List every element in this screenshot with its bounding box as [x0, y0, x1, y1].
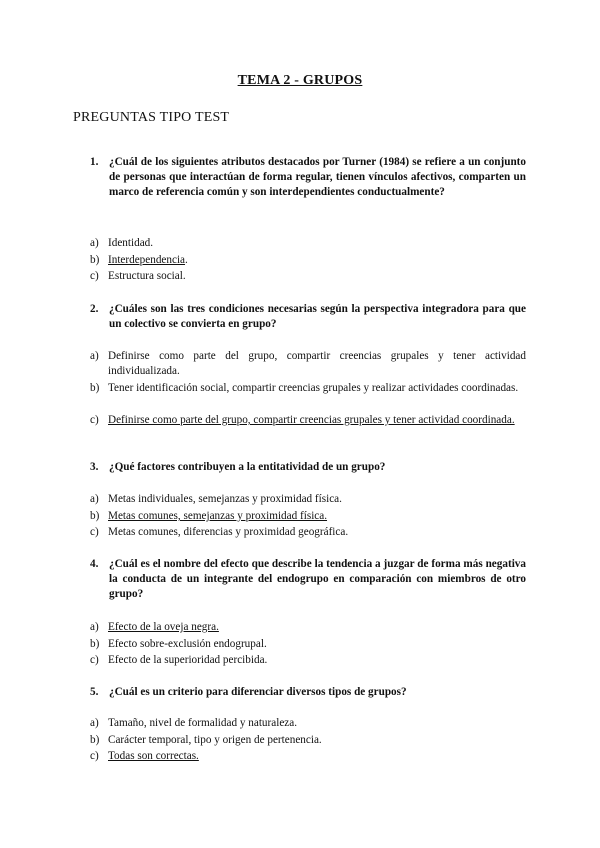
option-suffix: . — [185, 254, 188, 266]
question-4 — [90, 557, 526, 603]
option-text: Metas comunes, diferencias y proximidad geográfica. — [108, 526, 349, 538]
question-text: ¿Qué factores contribuyen a la entitatividad de un grupo? — [109, 461, 386, 473]
correct-answer: Todas son correctas. — [108, 750, 199, 762]
option-1b — [90, 253, 526, 268]
option-letter: b) — [90, 638, 100, 650]
question-text: ¿Cuál de los siguientes atributos destacados por Turner (1984) se refiere a un conjunto de personas que interactúan de forma regular, tienen vínculos afectivos, comparten un marco de referencia común y son interdependientes conductualmente? — [109, 156, 526, 199]
option-letter: b) — [90, 382, 100, 394]
option-4b — [90, 637, 526, 652]
section-heading: PREGUNTAS TIPO TEST — [73, 110, 230, 125]
option-3c — [90, 525, 526, 540]
page-title: TEMA 2 - GRUPOS — [237, 73, 363, 88]
correct-answer: Efecto de la oveja negra. — [108, 621, 219, 633]
question-number: 3. — [90, 461, 99, 473]
question-3 — [90, 460, 526, 475]
option-text-correct — [108, 509, 526, 524]
option-letter: b) — [90, 734, 100, 746]
option-letter: c) — [90, 750, 99, 762]
question-2 — [90, 302, 526, 332]
option-3b — [90, 509, 526, 524]
option-text: Tamaño, nivel de formalidad y naturaleza. — [108, 717, 298, 729]
option-text-correct — [108, 749, 526, 764]
option-1a — [90, 236, 526, 251]
option-letter: c) — [90, 414, 99, 426]
option-4a — [90, 620, 526, 635]
option-text: Definirse como parte del grupo, compartir creencias grupales y tener actividad individualizada. — [108, 350, 526, 378]
option-text: Metas individuales, semejanzas y proximidad física. — [108, 493, 342, 505]
option-5b — [90, 733, 526, 748]
option-letter: b) — [90, 254, 100, 266]
correct-answer: Definirse como parte del grupo, compartir creencias grupales y tener actividad coordinada. — [108, 414, 515, 426]
option-letter: a) — [90, 493, 99, 505]
correct-answer: Metas comunes, semejanzas y proximidad física. — [108, 510, 328, 522]
option-text: Tener identificación social, compartir creencias grupales y realizar actividades coordinadas. — [108, 382, 519, 394]
option-1c — [90, 269, 526, 284]
question-5 — [90, 685, 526, 700]
option-text: Estructura social. — [108, 270, 186, 282]
question-1 — [90, 155, 526, 201]
option-5a — [90, 716, 526, 731]
question-number: 4. — [90, 558, 99, 570]
option-letter: c) — [90, 526, 99, 538]
option-letter: c) — [90, 270, 99, 282]
question-text: ¿Cuáles son las tres condiciones necesarias según la perspectiva integradora para que un colectivo se convierta en grupo? — [109, 303, 526, 331]
correct-answer: Interdependencia — [108, 254, 186, 266]
option-letter: a) — [90, 237, 99, 249]
option-text: Efecto sobre-exclusión endogrupal. — [108, 638, 267, 650]
question-number: 1. — [90, 156, 99, 168]
option-letter: a) — [90, 350, 99, 362]
option-text: Identidad. — [108, 237, 154, 249]
option-text-correct — [108, 253, 526, 268]
option-4c — [90, 653, 526, 668]
option-text-correct — [108, 620, 526, 635]
option-letter: a) — [90, 621, 99, 633]
option-3a — [90, 492, 526, 507]
option-text: Carácter temporal, tipo y origen de pertenencia. — [108, 734, 322, 746]
question-number: 5. — [90, 686, 99, 698]
option-letter: b) — [90, 510, 100, 522]
option-2a — [90, 349, 526, 379]
question-text: ¿Cuál es el nombre del efecto que describe la tendencia a juzgar de forma más negativa la conducta de un integrante del endogrupo en comparación con miembros de otro grupo? — [109, 558, 526, 601]
option-2c — [90, 413, 526, 428]
question-number: 2. — [90, 303, 99, 315]
option-text: Efecto de la superioridad percibida. — [108, 654, 268, 666]
option-letter: c) — [90, 654, 99, 666]
option-letter: a) — [90, 717, 99, 729]
question-text: ¿Cuál es un criterio para diferenciar diversos tipos de grupos? — [109, 686, 407, 698]
option-2b — [90, 381, 526, 396]
option-5c — [90, 749, 526, 764]
